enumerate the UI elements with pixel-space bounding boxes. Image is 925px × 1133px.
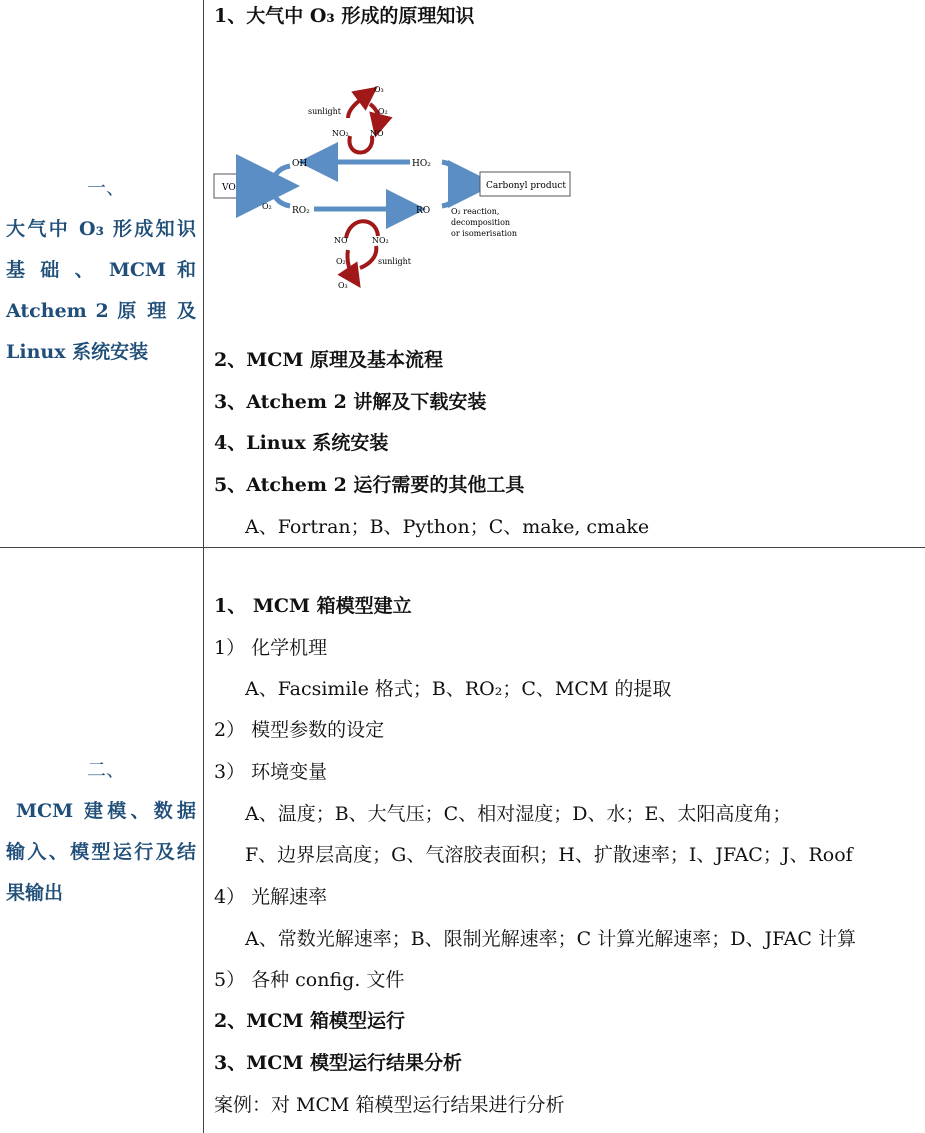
top-red-cycle — [349, 136, 372, 153]
section2-label-line: 果输出 — [6, 882, 64, 904]
sunlight-bottom-label: sunlight — [378, 257, 412, 266]
section2-item: 1、 MCM 箱模型建立 — [214, 595, 412, 617]
voc-label: VOC — [222, 183, 243, 193]
sunlight-top-label: sunlight — [308, 107, 342, 116]
section1-label-line: 基 础 、 MCM 和 — [6, 259, 196, 281]
section1-label-line: Atchem 2 原 理 及 — [6, 300, 196, 322]
section1-item: 5、Atchem 2 运行需要的其他工具 — [214, 474, 525, 496]
no2-top-label: NO₂ — [332, 129, 349, 138]
column-divider — [203, 0, 204, 1133]
row-divider — [0, 547, 925, 548]
no2-bottom-label: NO₂ — [372, 236, 389, 245]
section2-item: 1） 化学机理 — [214, 637, 328, 659]
section1-subitem: A、Fortran；B、Python；C、make, cmake — [245, 516, 650, 538]
top-red-cycle-up — [348, 94, 368, 118]
section1-label-line: 大气中 O₃ 形成知识 — [6, 218, 196, 240]
section2-item: 3、MCM 模型运行结果分析 — [214, 1052, 463, 1074]
ho2-label: HO₂ — [412, 159, 431, 169]
ro2-label: RO₂ — [292, 206, 310, 216]
section1-item-heading: 1、大气中 O₃ 形成的原理知识 — [214, 5, 475, 27]
section2-item: 2） 模型参数的设定 — [214, 719, 385, 741]
section2-label-line: 输入、模型运行及结 — [6, 841, 196, 863]
ro-label: RO — [416, 206, 431, 216]
section2-item: 2、MCM 箱模型运行 — [214, 1010, 406, 1032]
o3-top-label: O₃ — [374, 85, 384, 94]
section2-subitem: A、Facsimile 格式；B、RO₂；C、MCM 的提取 — [245, 678, 672, 700]
o3-formation-diagram — [210, 78, 580, 298]
section2-label-line: MCM 建模、数据 — [16, 800, 196, 822]
isomerisation-label: or isomerisation — [451, 229, 517, 238]
carbonyl-label: Carbonyl product — [486, 181, 567, 191]
section1-label-num: 一、 — [86, 177, 125, 199]
bottom-red-cycle-down — [347, 250, 354, 278]
oh-label: OH — [292, 159, 308, 169]
decomposition-label: decomposition — [451, 218, 511, 227]
section2-subitem: A、常数光解速率；B、限制光解速率；C 计算光解速率；D、JFAC 计算 — [245, 928, 856, 950]
o2-reaction-label: O₂ reaction, — [451, 207, 500, 216]
section2-item: 案例：对 MCM 箱模型运行结果进行分析 — [214, 1094, 565, 1116]
no-bottom-label: NO — [334, 236, 348, 245]
section2-subitem: F、边界层高度；G、气溶胶表面积；H、扩散速率；I、JFAC；J、Roof — [245, 844, 853, 866]
section2-item: 3） 环境变量 — [214, 761, 328, 783]
o2-left-label: O₂ — [262, 202, 272, 211]
section1-item: 2、MCM 原理及基本流程 — [214, 349, 444, 371]
bottom-red-cycle-right — [360, 246, 376, 268]
section2-label — [6, 750, 196, 914]
section1-label-line: Linux 系统安装 — [6, 341, 149, 363]
left-curve-arrow — [272, 166, 290, 206]
section2-item: 5） 各种 config. 文件 — [214, 969, 405, 991]
o2-bottom-label: O₂ — [336, 257, 346, 266]
right-curve-arrow — [442, 162, 462, 206]
no-top-label: NO — [370, 129, 384, 138]
section2-item: 4） 光解速率 — [214, 886, 328, 908]
o2-top-label: O₂ — [378, 107, 388, 116]
section1-item: 4、Linux 系统安装 — [214, 432, 389, 454]
section1-item: 3、Atchem 2 讲解及下载安装 — [214, 391, 487, 413]
section2-label-num: 二、 — [86, 759, 125, 781]
section1-label — [6, 168, 196, 373]
section2-subitem: A、温度；B、大气压；C、相对湿度；D、水；E、太阳高度角； — [245, 803, 792, 825]
o3-bottom-label: O₃ — [338, 281, 348, 290]
